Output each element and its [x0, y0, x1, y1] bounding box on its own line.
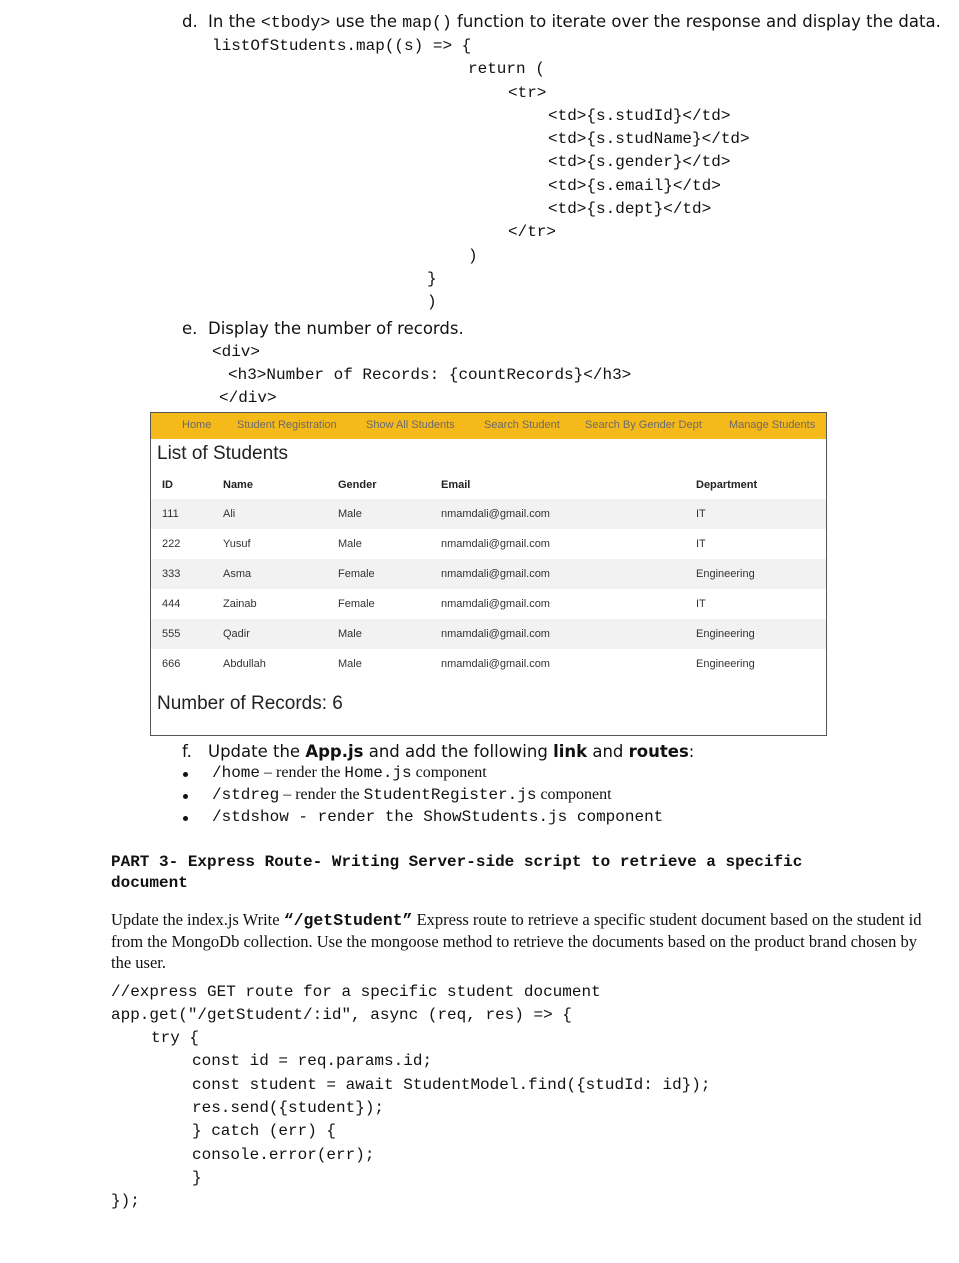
code-line: try { — [151, 1029, 200, 1047]
code-line: } — [427, 270, 437, 288]
table-row — [151, 619, 826, 649]
cell-gender: Female — [338, 568, 375, 580]
route-path: /stdreg — [212, 786, 280, 804]
column-header: Gender — [338, 479, 377, 491]
column-header: Department — [696, 479, 758, 491]
cell-email: nmamdali@gmail.com — [441, 658, 550, 670]
bullet-icon — [183, 816, 188, 821]
cell-department: Engineering — [696, 628, 755, 640]
nav-home[interactable]: Home — [182, 419, 212, 431]
route-text: component — [411, 764, 487, 781]
cell-email: nmamdali@gmail.com — [441, 538, 550, 550]
cell-id: 666 — [162, 658, 181, 670]
code-line: return ( — [468, 60, 545, 78]
cell-department: Engineering — [696, 658, 755, 670]
cell-name: Zainab — [223, 598, 257, 610]
part3-paragraph — [111, 909, 926, 973]
code-line: console.error(err); — [192, 1146, 375, 1164]
nav-show-all-students[interactable]: Show All Students — [366, 419, 455, 431]
step-f-text-part: Update the — [208, 742, 306, 761]
code-line: <td>{s.studId}</td> — [548, 107, 731, 125]
code-line: } — [192, 1169, 202, 1187]
route-text: – render the — [260, 764, 345, 781]
code-line: const id = req.params.id; — [192, 1052, 433, 1070]
step-f-text — [208, 742, 694, 761]
route-path: /stdshow — [212, 808, 289, 826]
cell-id: 222 — [162, 538, 181, 550]
cell-id: 111 — [162, 508, 179, 520]
table-row — [151, 559, 826, 589]
record-count: Number of Records: 6 — [157, 693, 343, 714]
column-header: ID — [162, 479, 173, 491]
cell-department: IT — [696, 508, 706, 520]
code-line: <td>{s.studName}</td> — [548, 130, 750, 148]
step-d-text-part: use the — [330, 12, 403, 31]
code-line: </tr> — [508, 223, 557, 241]
section-heading: PART 3- Express Route- Writing Server-side script to retrieve a specific — [111, 853, 803, 871]
cell-gender: Male — [338, 628, 362, 640]
cell-name: Abdullah — [223, 658, 266, 670]
step-d-code-part: map() — [402, 13, 452, 32]
cell-email: nmamdali@gmail.com — [441, 508, 550, 520]
route-text: component — [536, 786, 612, 803]
table-header — [151, 473, 826, 499]
route-item — [212, 786, 612, 804]
cell-id: 555 — [162, 628, 181, 640]
cell-email: nmamdali@gmail.com — [441, 568, 550, 580]
nav-search-student[interactable]: Search Student — [484, 419, 560, 431]
cell-name: Qadir — [223, 628, 250, 640]
step-e-text: Display the number of records. — [208, 319, 464, 338]
para-route: “/getStudent” — [283, 911, 413, 930]
para-text: Express route to retrieve a specific student document based on the student id from the MongoDb collection. Use the mongoose method to retrieve the documents based on the product brand chosen by the user. — [111, 910, 922, 972]
cell-name: Asma — [223, 568, 252, 580]
code-line: </div> — [219, 389, 277, 407]
section-heading-cont: document — [111, 874, 188, 892]
code-line: //express GET route for a specific student document — [111, 983, 601, 1001]
code-line: } catch (err) { — [192, 1122, 337, 1140]
step-f-bold-part: link — [553, 742, 588, 761]
step-f-bold-part: App.js — [305, 742, 364, 761]
cell-department: Engineering — [696, 568, 755, 580]
route-file: ShowStudents.js — [423, 808, 568, 826]
cell-gender: Male — [338, 508, 362, 520]
code-line: ) — [468, 247, 478, 265]
route-file: Home.js — [344, 764, 412, 782]
cell-name: Yusuf — [223, 538, 251, 550]
cell-department: IT — [696, 538, 706, 550]
bullet-icon — [183, 794, 188, 799]
cell-gender: Male — [338, 538, 362, 550]
step-f-label: f. — [182, 742, 192, 761]
table-row — [151, 649, 826, 679]
step-d-text-part: In the — [208, 12, 261, 31]
cell-name: Ali — [223, 508, 236, 520]
navbar — [151, 413, 826, 439]
table-row — [151, 529, 826, 559]
nav-student-registration[interactable]: Student Registration — [237, 419, 337, 431]
cell-id: 444 — [162, 598, 181, 610]
step-f-text-part: and add the following — [363, 742, 554, 761]
code-line: app.get("/getStudent/:id", async (req, res) => { — [111, 1006, 572, 1024]
route-text: - render the — [288, 808, 424, 826]
code-line: listOfStudents.map((s) => { — [212, 37, 472, 55]
code-line: <td>{s.gender}</td> — [548, 153, 731, 171]
code-line: <h3>Number of Records: {countRecords}</h3> — [228, 366, 632, 384]
table-row — [151, 499, 826, 529]
page-title: List of Students — [157, 443, 288, 464]
bullet-icon — [183, 772, 188, 777]
cell-email: nmamdali@gmail.com — [441, 628, 550, 640]
cell-department: IT — [696, 598, 706, 610]
step-f-text-part: and — [587, 742, 629, 761]
route-text: component — [567, 808, 664, 826]
cell-email: nmamdali@gmail.com — [441, 598, 550, 610]
student-list-screenshot — [150, 412, 827, 736]
route-file: StudentRegister.js — [363, 786, 537, 804]
route-path: /home — [212, 764, 261, 782]
code-line: <div> — [212, 343, 261, 361]
para-text: Update the index.js Write — [111, 910, 284, 929]
code-line: <td>{s.email}</td> — [548, 177, 721, 195]
code-line: ) — [427, 293, 437, 311]
step-d-text-part: function to iterate over the response and display the data. — [451, 12, 941, 31]
code-line: }); — [111, 1192, 140, 1210]
nav-manage-students[interactable]: Manage Students — [729, 419, 816, 431]
table-row — [151, 589, 826, 619]
column-header: Name — [223, 479, 253, 491]
step-e-label: e. — [182, 319, 198, 338]
route-item — [212, 764, 487, 782]
code-line: <td>{s.dept}</td> — [548, 200, 712, 218]
code-line: <tr> — [508, 84, 547, 102]
cell-gender: Male — [338, 658, 362, 670]
cell-gender: Female — [338, 598, 375, 610]
step-f-text-part: : — [688, 742, 695, 761]
cell-id: 333 — [162, 568, 181, 580]
route-item — [212, 808, 663, 826]
step-d-code-part: <tbody> — [260, 13, 331, 32]
column-header: Email — [441, 479, 471, 491]
step-d-text — [208, 12, 941, 32]
step-d-label: d. — [182, 12, 198, 31]
code-line: res.send({student}); — [192, 1099, 385, 1117]
route-text: – render the — [279, 786, 364, 803]
nav-search-by-gender-dept[interactable]: Search By Gender Dept — [585, 419, 702, 431]
step-f-bold-part: routes — [628, 742, 689, 761]
code-line: const student = await StudentModel.find({studId: id}); — [192, 1076, 711, 1094]
